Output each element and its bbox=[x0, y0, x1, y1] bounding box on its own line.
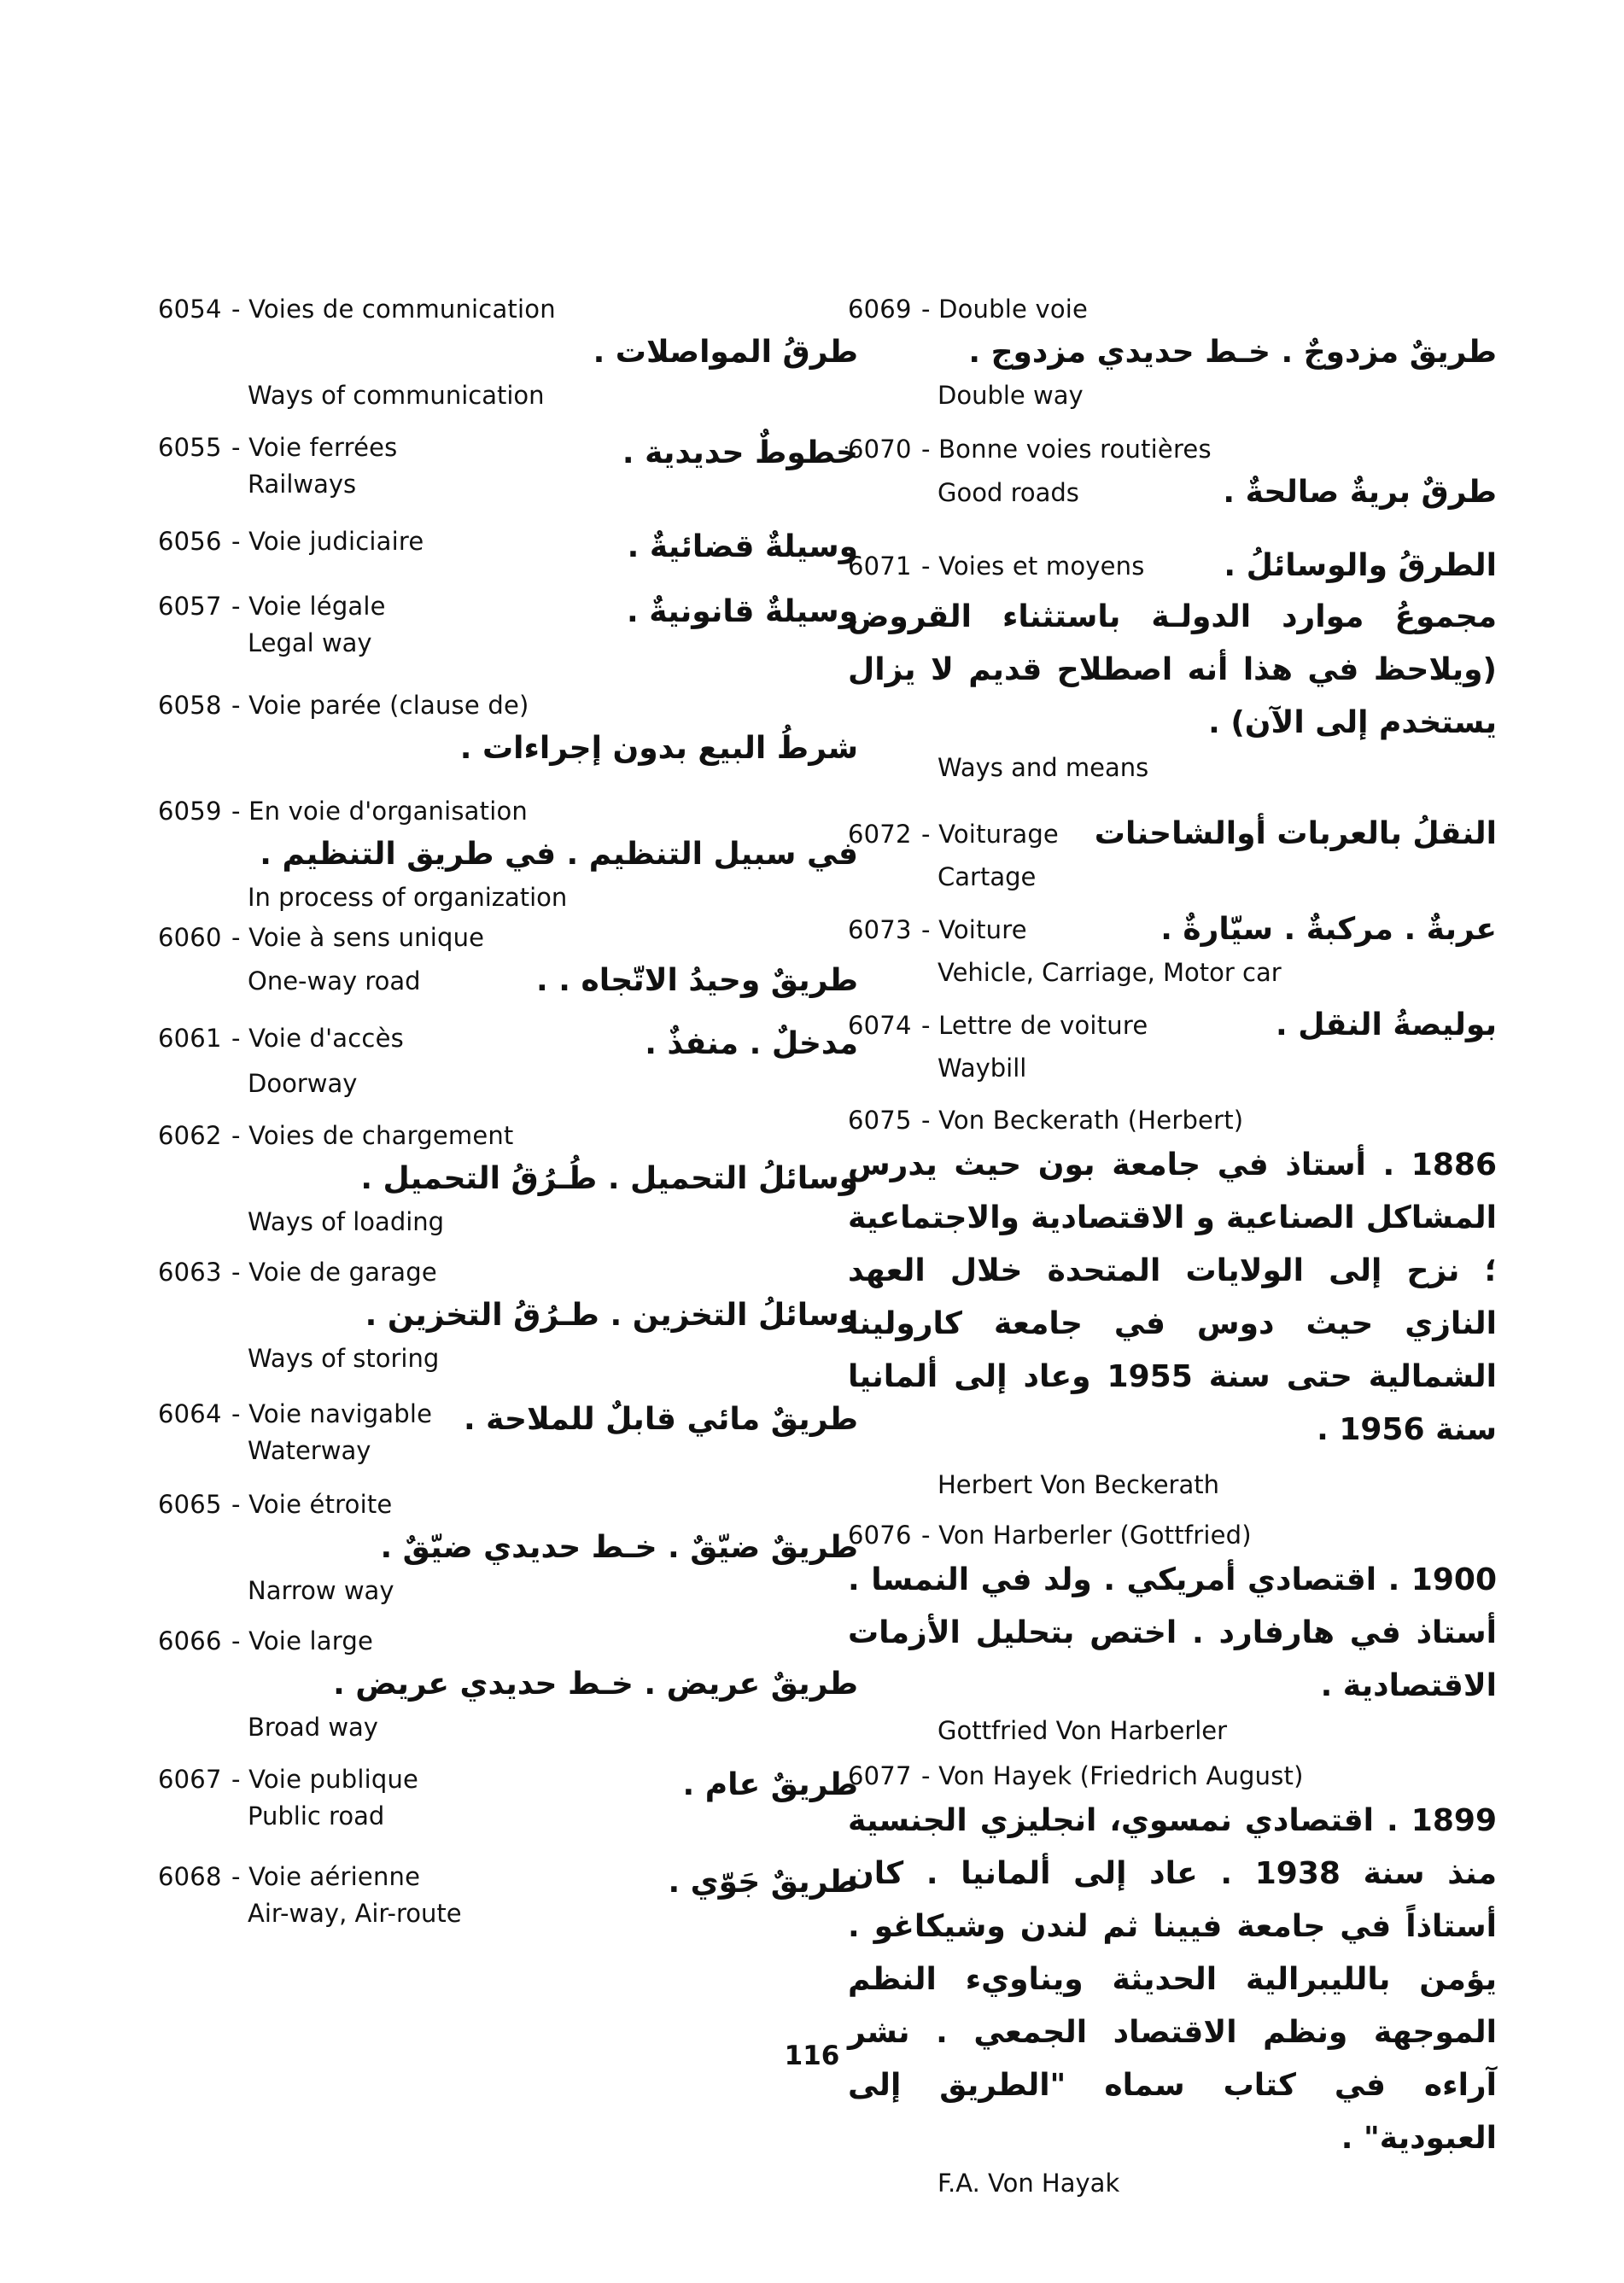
entry-english: Ways and means bbox=[938, 753, 1149, 782]
entry-english: Ways of storing bbox=[248, 1344, 440, 1373]
entry-6058 bbox=[158, 686, 858, 774]
entry-number: 6071 bbox=[848, 552, 912, 581]
entry-number: 6069 bbox=[848, 295, 912, 324]
entry-term: - Voie judiciaire bbox=[231, 527, 424, 556]
entry-term: - Bonne voies routières bbox=[921, 435, 1212, 464]
entry-arabic: النقلُ بالعربات أوالشاحنات bbox=[1094, 816, 1497, 851]
entry-english: In process of organization bbox=[248, 883, 568, 912]
entry-arabic: طرقٌ بريةٌ صالحةٌ . bbox=[1223, 475, 1497, 510]
entry-number: 6059 bbox=[158, 797, 222, 826]
entry-term: - Voiture bbox=[921, 915, 1027, 944]
right-column bbox=[848, 290, 1497, 2201]
entry-number: 6063 bbox=[158, 1258, 222, 1287]
entry-6055 bbox=[158, 429, 858, 502]
entry-arabic: بوليصةُ النقل . bbox=[1276, 1007, 1497, 1042]
entry-term: - Voiturage bbox=[921, 820, 1059, 849]
entry-arabic-paragraph: مجموعُ موارد الدولـة باستثناء القروض (ويلاحظ في هذا أنه اصطلاح قديم لا يزال يستخدم إلى الآن) . bbox=[848, 599, 1497, 740]
entry-arabic: طرقُ المواصلات . bbox=[593, 335, 858, 370]
entry-6057 bbox=[158, 587, 858, 661]
left-column bbox=[158, 290, 858, 1931]
entry-arabic: طريقٌ وحيدُ الاتّجاه . . bbox=[536, 963, 858, 998]
entry-english: Cartage bbox=[938, 862, 1037, 891]
entry-number: 6066 bbox=[158, 1626, 222, 1655]
entry-arabic: في سبيل التنظيم . في طريق التنظيم . bbox=[260, 837, 858, 872]
entry-number: 6077 bbox=[848, 1761, 912, 1790]
entry-6070 bbox=[848, 430, 1497, 517]
entry-6056 bbox=[158, 523, 858, 564]
entry-number: 6072 bbox=[848, 820, 912, 849]
entry-term: - Von Beckerath (Herbert) bbox=[921, 1106, 1244, 1135]
entry-6073 bbox=[848, 905, 1497, 990]
entry-english: Good roads bbox=[938, 478, 1079, 507]
entry-number: 6055 bbox=[158, 433, 222, 462]
entry-term: - En voie d'organisation bbox=[231, 797, 529, 826]
entry-term: - Voie légale bbox=[231, 592, 386, 621]
entry-number: 6061 bbox=[158, 1024, 222, 1053]
entry-number: 6062 bbox=[158, 1121, 222, 1150]
entry-6059 bbox=[158, 792, 858, 915]
entry-english: Narrow way bbox=[248, 1576, 394, 1605]
entry-term: - Von Harberler (Gottfried) bbox=[921, 1521, 1252, 1550]
entry-english: Broad way bbox=[248, 1713, 378, 1742]
entry-term: - Voie aérienne bbox=[231, 1862, 421, 1891]
entry-arabic: عربةٌ . مركبةٌ . سيّارةٌ . bbox=[1160, 912, 1497, 947]
entry-6062 bbox=[158, 1117, 858, 1240]
entry-6076 bbox=[848, 1516, 1497, 1749]
entry-arabic: شرطُ البيع بدون إجراءات . bbox=[459, 731, 858, 766]
entry-arabic: الطرقُ والوسائلُ . bbox=[1224, 548, 1497, 583]
entry-arabic-paragraph: 1886 . أستاذ في جامعة بون حيث يدرس المشاكل الصناعية و الاقتصادية والاجتماعية ؛ نزح إلى الولايات المتحدة خلال العهد النازي حيث دوس في جامعة كارولينا الشمالية حتى سنة 1955 وعاد إلى ألمانيا سنة 1956 . bbox=[848, 1147, 1497, 1447]
entry-english: Double way bbox=[938, 381, 1084, 410]
entry-term: - Lettre de voiture bbox=[921, 1011, 1148, 1040]
entry-arabic: طريقٌ مزدوجٌ . خـط حديدي مزدوج . bbox=[968, 335, 1497, 370]
entry-english: Ways of communication bbox=[248, 381, 545, 410]
entry-arabic: وسيلةٌ قضائيةٌ . bbox=[627, 529, 858, 564]
entry-term: - Von Hayek (Friedrich August) bbox=[921, 1761, 1304, 1790]
entry-number: 6060 bbox=[158, 923, 222, 952]
entry-english: Waterway bbox=[248, 1436, 371, 1465]
entry-arabic-paragraph: 1899 . اقتصادي نمسوي، انجليزي الجنسية منذ سنة 1938 . عاد إلى ألمانيا . كان أستاذاً في جامعة فيينا ثم لندن وشيكاغو . يؤمن بالليبرالية الحديثة ويناويء النظم الموجهة ونظم الاقتصاد الجمعي . نشر آراءه في كتاب سماه "الطريق إلى العبودية" . bbox=[848, 1803, 1497, 2156]
entry-arabic: وسيلةٌ قانونيةٌ . bbox=[627, 594, 858, 629]
entry-number: 6070 bbox=[848, 435, 912, 464]
entry-term: - Voie à sens unique bbox=[231, 923, 485, 952]
entry-6077 bbox=[848, 1757, 1497, 2201]
entry-number: 6064 bbox=[158, 1399, 222, 1428]
entry-term: - Voies et moyens bbox=[921, 552, 1145, 581]
entry-english: Legal way bbox=[248, 628, 372, 657]
entry-english: Herbert Von Beckerath bbox=[938, 1470, 1219, 1499]
entry-term: - Voie navigable bbox=[231, 1399, 433, 1428]
entry-6074 bbox=[848, 1001, 1497, 1086]
entry-number: 6056 bbox=[158, 527, 222, 556]
entry-term: - Voie de garage bbox=[231, 1258, 437, 1287]
entry-number: 6068 bbox=[158, 1862, 222, 1891]
entry-6061 bbox=[158, 1019, 858, 1101]
entry-6064 bbox=[158, 1395, 858, 1468]
entry-arabic: طريقٌ ضيّقٌ . خـط حديدي ضيّقٌ . bbox=[380, 1530, 858, 1565]
entry-term: - Voies de chargement bbox=[231, 1121, 514, 1150]
entry-arabic: طريقٌ مائي قابلٌ للملاحة . bbox=[463, 1402, 858, 1437]
entry-arabic: خطوطٌ حديدية . bbox=[622, 435, 858, 470]
entry-term: - Voie publique bbox=[231, 1765, 419, 1794]
entry-6068 bbox=[158, 1858, 858, 1931]
entry-arabic-paragraph: 1900 . اقتصادي أمريكي . ولد في النمسا . أستاذ في هارفارد . اختص بتحليل الأزمات الاقتصادية . bbox=[848, 1562, 1497, 1703]
entry-term: - Voie d'accès bbox=[231, 1024, 404, 1053]
page-number: 116 bbox=[784, 2041, 840, 2071]
entry-term: - Voie ferrées bbox=[231, 433, 398, 462]
entry-number: 6074 bbox=[848, 1011, 912, 1040]
entry-term: - Voie étroite bbox=[231, 1490, 393, 1519]
entry-6075 bbox=[848, 1101, 1497, 1503]
entry-english: Waybill bbox=[938, 1054, 1027, 1083]
entry-6065 bbox=[158, 1486, 858, 1609]
entry-arabic: وسائلُ التحميل . طُـرُقُ التحميل . bbox=[360, 1161, 858, 1196]
entry-term: - Voie parée (clause de) bbox=[231, 691, 529, 720]
entry-term: - Double voie bbox=[921, 295, 1089, 324]
entry-number: 6065 bbox=[158, 1490, 222, 1519]
entry-6072 bbox=[848, 809, 1497, 895]
entry-english: F.A. Von Hayak bbox=[938, 2169, 1120, 2198]
entry-6063 bbox=[158, 1253, 858, 1376]
entry-english: Ways of loading bbox=[248, 1207, 445, 1236]
entry-number: 6058 bbox=[158, 691, 222, 720]
entry-arabic: مدخلٌ . منفذٌ . bbox=[645, 1026, 858, 1061]
entry-6054 bbox=[158, 290, 858, 413]
entry-english: One-way road bbox=[248, 966, 421, 996]
entry-number: 6067 bbox=[158, 1765, 222, 1794]
entry-6069 bbox=[848, 290, 1497, 413]
entry-term: - Voie large bbox=[231, 1626, 374, 1655]
entry-arabic: وسائلُ التخزين . طـرُقُ التخزين . bbox=[365, 1298, 858, 1333]
entry-english: Air-way, Air-route bbox=[248, 1899, 462, 1928]
entry-number: 6057 bbox=[158, 592, 222, 621]
entry-6071 bbox=[848, 541, 1497, 785]
entry-term: - Voies de communication bbox=[231, 295, 556, 324]
entry-arabic: طريقٌ جَوّي . bbox=[668, 1865, 858, 1900]
entry-6060 bbox=[158, 919, 858, 1006]
entry-english: Doorway bbox=[248, 1069, 358, 1098]
entry-english: Public road bbox=[248, 1801, 385, 1830]
entry-number: 6075 bbox=[848, 1106, 912, 1135]
entry-arabic: طريقٌ عريض . خـط حديدي عريض . bbox=[333, 1667, 858, 1702]
entry-number: 6076 bbox=[848, 1521, 912, 1550]
entry-number: 6054 bbox=[158, 295, 222, 324]
entry-arabic: طريقٌ عام . bbox=[682, 1767, 858, 1802]
entry-english: Vehicle, Carriage, Motor car bbox=[938, 958, 1282, 987]
entry-6067 bbox=[158, 1760, 858, 1834]
entry-6066 bbox=[158, 1622, 858, 1745]
entry-english: Gottfried Von Harberler bbox=[938, 1716, 1228, 1745]
entry-english: Railways bbox=[248, 470, 357, 499]
entry-number: 6073 bbox=[848, 915, 912, 944]
